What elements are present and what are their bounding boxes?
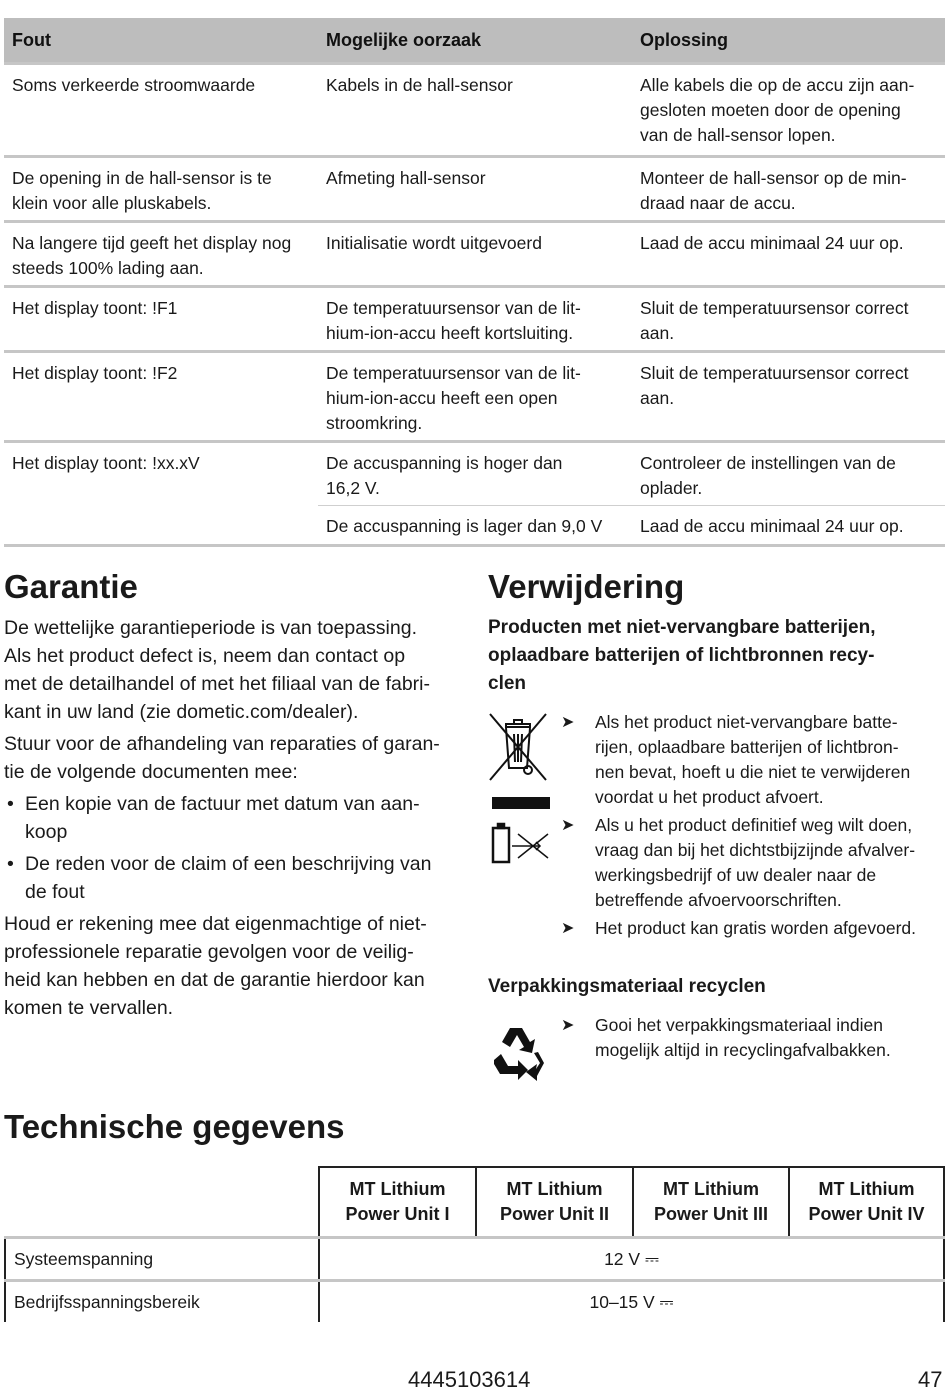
verpakking-subtitle: Verpakkingsmateriaal recyclen [488, 976, 766, 997]
verwijdering-list [561, 710, 946, 941]
list-item: ➤ Als het product niet-vervangbare batte- rijen, oplaadbare batterijen of lichtbron- nen bevat, hoeft u die niet te verwijderen voordat u het product afvoert. [561, 712, 911, 807]
cell-oplossing: Laad de accu minimaal 24 uur op. [640, 516, 904, 536]
table-row [4, 353, 945, 440]
garantie-bullets [4, 790, 459, 906]
cell-oplossing: Controleer de instellingen van de oplader. [640, 453, 896, 498]
row-label: Bedrijfsspanningsbereik [4, 1282, 318, 1322]
cell-fout: Soms verkeerde stroomwaarde [12, 75, 256, 95]
cell-oplossing: Sluit de temperatuursensor correct aan. [640, 298, 909, 343]
cell-fout: Het display toont: !F1 [12, 298, 178, 318]
weee-bin-icon [488, 712, 550, 789]
recycle-icon [488, 1022, 550, 1089]
arrow-icon: ➤ [561, 920, 575, 937]
verwijdering-subtitle: Producten met niet-vervangbare batterijen, oplaadbare batterijen of lichtbronnen recy- clen [488, 617, 876, 694]
table-row [4, 1282, 945, 1322]
cell-fout: Het display toont: !F2 [12, 363, 178, 383]
column-header: MT Lithium Power Unit I [318, 1166, 475, 1236]
garantie-title: Garantie [4, 568, 138, 605]
row-value: 10–15 V ⎓ [318, 1282, 945, 1322]
troubleshooting-table [4, 18, 945, 547]
technische-title: Technische gegevens [4, 1108, 345, 1145]
cell-fout: Na langere tijd geeft het display nog steeds 100% lading aan. [12, 233, 292, 278]
column-header: MT Lithium Power Unit II [475, 1166, 632, 1236]
verwijdering-title: Verwijdering [488, 568, 685, 605]
header-oorzaak: Mogelijke oorzaak [326, 29, 482, 50]
cell-oorzaak: Initialisatie wordt uitgevoerd [326, 233, 542, 253]
table-row [4, 158, 945, 220]
row-label: Systeemspanning [4, 1239, 318, 1279]
arrow-icon: ➤ [561, 714, 575, 731]
header-fout: Fout [12, 29, 51, 50]
table-row [4, 223, 945, 285]
cell-oplossing: Sluit de temperatuursensor correct aan. [640, 363, 909, 408]
list-item: • Een kopie van de factuur met datum van aan- koop [4, 790, 459, 846]
table-row [4, 288, 945, 350]
table-row [4, 506, 945, 544]
column-header: MT Lithium Power Unit III [632, 1166, 788, 1236]
cell-fout: Het display toont: !xx.xV [12, 453, 200, 473]
table-row [4, 1239, 945, 1279]
list-item: ➤ Als u het product definitief weg wilt doen, vraag dan bij het dichtstbijzijnde afvalver- werkingsbedrijf of uw dealer naar de betreffende afvoervoorschriften. [561, 815, 916, 910]
arrow-icon: ➤ [561, 817, 575, 834]
cell-oplossing: Alle kabels die op de accu zijn aan- gesloten moeten door de opening van de hall-sensor lopen. [640, 75, 915, 145]
column-header: MT Lithium Power Unit IV [788, 1166, 945, 1236]
cell-oorzaak: De accuspanning is lager dan 9,0 V [326, 516, 603, 536]
cell-oorzaak: De temperatuursensor van de lit- hium-ion-accu heeft een open stroomkring. [326, 363, 581, 433]
tech-table [4, 1166, 945, 1322]
garantie-paragraph: De wettelijke garantieperiode is van toepassing. Als het product defect is, neem dan contact op met de detailhandel of met het filiaal van de fabri- kant in uw land (zie dometic.com/dealer). [4, 617, 431, 723]
cell-oplossing: Laad de accu minimaal 24 uur op. [640, 233, 904, 253]
document-number: 4445103614 [408, 1367, 531, 1392]
bullet-icon: • [7, 853, 14, 875]
table-row [4, 65, 945, 155]
tech-header [4, 1166, 945, 1236]
cell-oorzaak: De accuspanning is hoger dan 16,2 V. [326, 453, 563, 498]
garantie-paragraph: Houd er rekening mee dat eigenmachtige of niet- professionele reparatie gevolgen voor de veilig- heid kan hebben en dat de garantie hierdoor kan komen te vervallen. [4, 913, 427, 1019]
cell-oorzaak: Afmeting hall-sensor [326, 168, 486, 188]
battery-crossed-icon [490, 822, 552, 873]
list-item: • De reden voor de claim of een beschrijving van de fout [4, 850, 459, 906]
header-oplossing: Oplossing [640, 29, 729, 50]
row-value: 12 V ⎓ [318, 1239, 945, 1279]
arrow-icon: ➤ [561, 1017, 575, 1034]
cell-oorzaak: Kabels in de hall-sensor [326, 75, 513, 95]
garantie-paragraph: Stuur voor de afhandeling van reparaties of garan- tie de volgende documenten mee: [4, 733, 440, 783]
cell-oplossing: Monteer de hall-sensor op de min- draad naar de accu. [640, 168, 907, 213]
cell-fout [4, 506, 318, 547]
page-number: 47 [918, 1367, 943, 1392]
garantie-body [4, 614, 459, 1022]
verpakking-list [561, 1013, 946, 1063]
list-item: ➤ Het product kan gratis worden afgevoerd. [561, 916, 946, 941]
weee-bar [492, 797, 550, 809]
bullet-icon: • [7, 793, 14, 815]
cell-fout: De opening in de hall-sensor is te klein voor alle pluskabels. [12, 168, 272, 213]
table-row [4, 443, 945, 505]
list-item: ➤ Gooi het verpakkingsmateriaal indien mogelijk altijd in recyclingafvalbakken. [561, 1015, 891, 1060]
cell-oorzaak: De temperatuursensor van de lit- hium-ion-accu heeft kortsluiting. [326, 298, 581, 343]
table-header [4, 18, 945, 62]
